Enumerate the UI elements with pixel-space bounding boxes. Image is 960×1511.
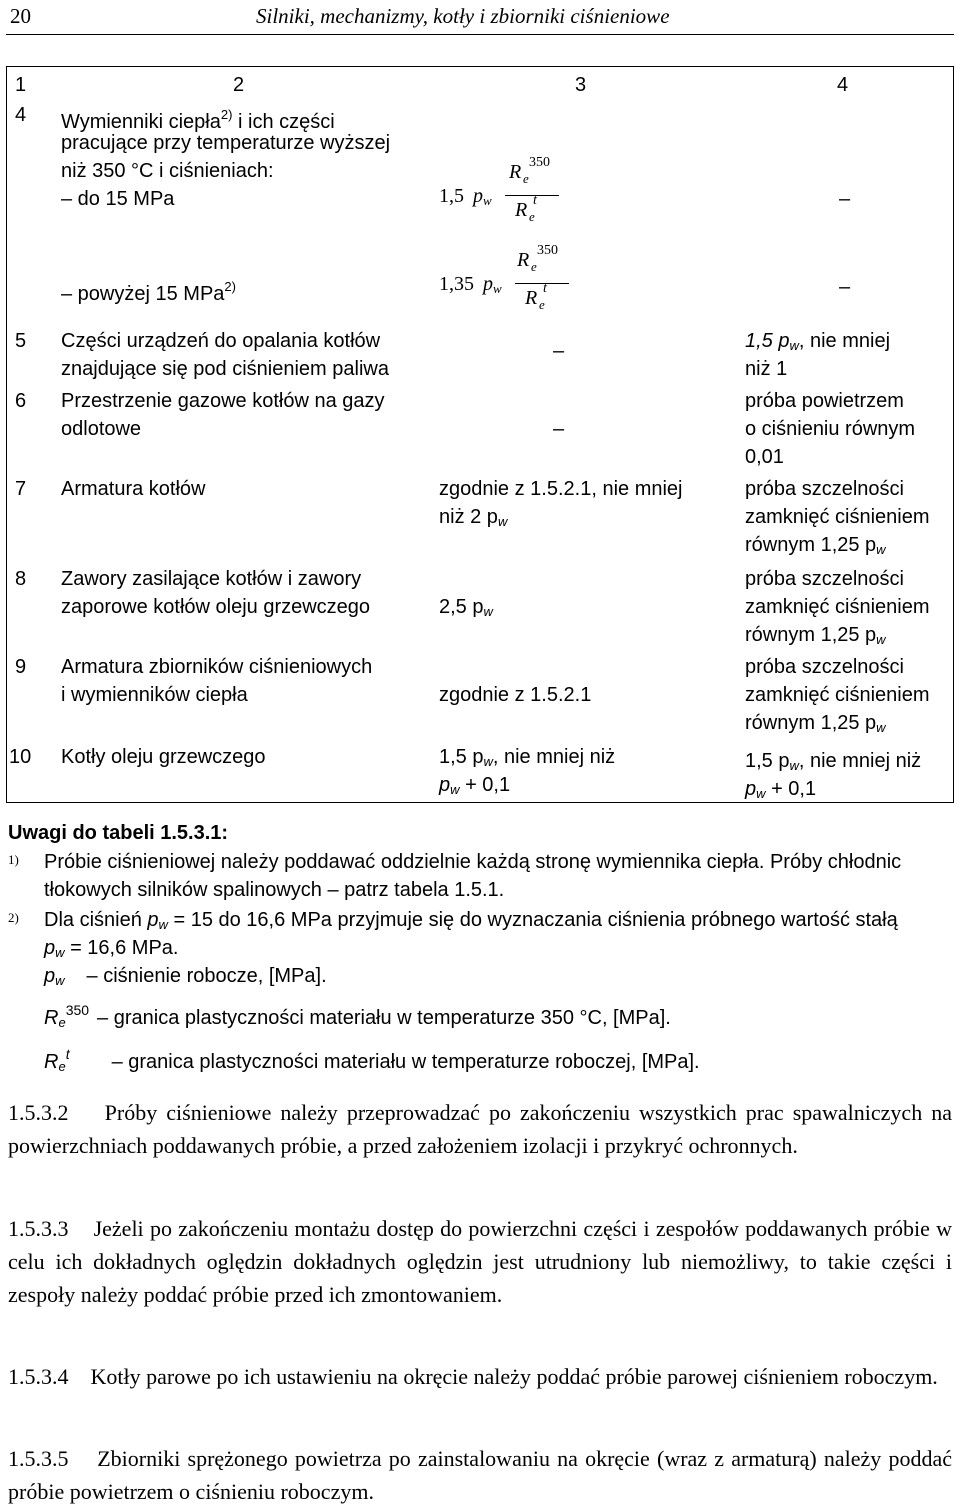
row-name-line: zaporowe kotłów oleju grzewczego xyxy=(61,596,371,618)
row-col4-line: próba szczelności xyxy=(745,656,904,678)
row-name-line: Zawory zasilające kotłów i zawory xyxy=(61,568,362,590)
row-name-line: odlotowe xyxy=(61,418,142,440)
row-col4-dash: – xyxy=(839,188,851,210)
row-col4-line: próba powietrzem xyxy=(745,390,904,412)
row-col4-line: równym 1,25 $p_w$ xyxy=(745,624,886,647)
footnote-mark: 1) xyxy=(8,852,19,867)
page-number: 20 xyxy=(10,4,31,28)
page-header xyxy=(6,0,954,35)
row-col3-dash: – xyxy=(553,418,565,440)
row-name-line: i wymienników ciepła xyxy=(61,684,248,706)
definition-r350: $R_e^{350}$ – granica plastyczności materiału w temperaturze 350 °C, [MPa]. xyxy=(44,1002,671,1030)
row-number: 6 xyxy=(15,390,27,412)
row-col3-value: zgodnie z 1.5.2.1 xyxy=(439,684,592,706)
row-col3-dash: – xyxy=(553,340,565,362)
col-number-4: 4 xyxy=(837,74,849,96)
sub-item-label: – do 15 MPa xyxy=(61,188,175,210)
row-col4-line: zamknięć ciśnieniem xyxy=(745,506,930,528)
footnote-2-line: $p_w = 16,6$ MPa. xyxy=(44,937,179,960)
row-col3-line: niż 2 $p_w$ xyxy=(439,506,508,529)
row-col4-line: równym 1,25 $p_w$ xyxy=(745,712,886,735)
paragraph-1-5-3-5: 1.5.3.5 Zbiorniki sprężonego powietrza po zainstalowaniu na okręcie (wraz z armaturą) należy poddać próbie powietrzem o ciśnieniu roboczym. xyxy=(8,1446,952,1504)
row-number: 10 xyxy=(9,746,32,768)
paragraph-1-5-3-2: 1.5.3.2 Próby ciśnieniowe należy przeprowadzać po zakończeniu wszystkich prac spawalniczych na powierzchniach poddawanych próbie, a przed założeniem izolacji i przykryć ochronnych. xyxy=(8,1100,952,1158)
notes-heading: Uwagi do tabeli 1.5.3.1: xyxy=(8,822,229,844)
col-number-3: 3 xyxy=(575,74,587,96)
footnote-mark: 2) xyxy=(8,910,19,925)
row-number: 9 xyxy=(15,656,27,678)
row-col4-line: 1,5 $p_w$, nie mniej niż xyxy=(745,750,922,773)
row-col4-line: niż 1 xyxy=(745,358,788,380)
definition-pw: $p_w$ – ciśnienie robocze, [MPa]. xyxy=(44,965,327,988)
row-col4-line: $p_w + 0,1$ xyxy=(745,778,817,801)
row-name-line: Części urządzeń do opalania kotłów xyxy=(61,330,381,352)
row-name-line: Armatura zbiorników ciśnieniowych xyxy=(61,656,373,678)
row-col3-value: 2,5 $p_w$ xyxy=(439,596,493,619)
footnote-2-line: Dla ciśnień $p_w = 15$ do 16,6 MPa przyjmuje się do wyznaczania ciśnienia próbnego wartość stałą xyxy=(44,909,898,932)
row-col3-line: $p_w + 0,1$ xyxy=(439,774,511,797)
row-col3-line: zgodnie z 1.5.2.1, nie mniej xyxy=(439,478,683,500)
paragraph-1-5-3-3: 1.5.3.3 Jeżeli po zakończeniu montażu dostęp do powierzchni części i zespołów poddawanych próbie w celu ich dokładnych oględzin dokładnych oględzin jest utrudniony lub niemożliwy, to takie części i zespoły należy poddać próbie przed ich zmontowaniem. xyxy=(8,1216,952,1307)
col-number-2: 2 xyxy=(233,74,245,96)
footnote-1-line: tłokowych silników spalinowych – patrz tabela 1.5.1. xyxy=(44,879,505,901)
row-col4-line: próba szczelności xyxy=(745,478,904,500)
definition-rt: $R_e^t$ – granica plastyczności materiału w temperaturze roboczej, [MPa]. xyxy=(44,1046,700,1074)
row-number: 5 xyxy=(15,330,27,352)
formula-test-pressure-1: 1,5 $p_w$ R e 350 R e t xyxy=(439,157,579,237)
row-name-line: Armatura kotłów xyxy=(61,478,206,500)
row-col4-dash: – xyxy=(839,276,851,298)
row-name-line: Przestrzenie gazowe kotłów na gazy xyxy=(61,390,385,412)
formula-test-pressure-2: 1,35 $p_w$ R e 350 R e t xyxy=(439,243,579,323)
sub-item-label: – powyżej 15 MPa$^{2)}$ xyxy=(61,279,236,305)
row-col4-line: zamknięć ciśnieniem xyxy=(745,596,930,618)
row-name-line: znajdujące się pod ciśnieniem paliwa xyxy=(61,358,389,380)
col-number-1: 1 xyxy=(15,74,27,96)
row-col4-line: o ciśnieniu równym xyxy=(745,418,916,440)
row-name-line: Wymienniki ciepła$^{2)}$ i ich części xyxy=(61,107,335,133)
row-name-line: pracujące przy temperaturze wyższej xyxy=(61,132,391,154)
row-col4-line: 0,01 xyxy=(745,446,784,468)
row-col4-line: zamknięć ciśnieniem xyxy=(745,684,930,706)
row-col4-line: próba szczelności xyxy=(745,568,904,590)
paragraph-1-5-3-4: 1.5.3.4 Kotły parowe po ich ustawieniu na okręcie należy poddać próbie parowej ciśnieniem roboczym. xyxy=(8,1364,938,1389)
pressure-test-table xyxy=(6,66,954,803)
row-col4-line: 1,5 $p_w$, nie mniej xyxy=(745,330,891,353)
row-number: 8 xyxy=(15,568,27,590)
row-name-line: niż 350 °C i ciśnieniach: xyxy=(61,160,274,182)
row-number: 4 xyxy=(15,104,27,126)
row-name-line: Kotły oleju grzewczego xyxy=(61,746,266,768)
footnote-1-line: Próbie ciśnieniowej należy poddawać oddzielnie każdą stronę wymiennika ciepła. Próby chłodnic xyxy=(44,851,902,873)
running-title: Silniki, mechanizmy, kotły i zbiorniki ciśnieniowe xyxy=(256,4,670,28)
row-number: 7 xyxy=(15,478,27,500)
row-col4-line: równym 1,25 $p_w$ xyxy=(745,534,886,557)
row-col3-line: 1,5 $p_w$, nie mniej niż xyxy=(439,746,616,769)
